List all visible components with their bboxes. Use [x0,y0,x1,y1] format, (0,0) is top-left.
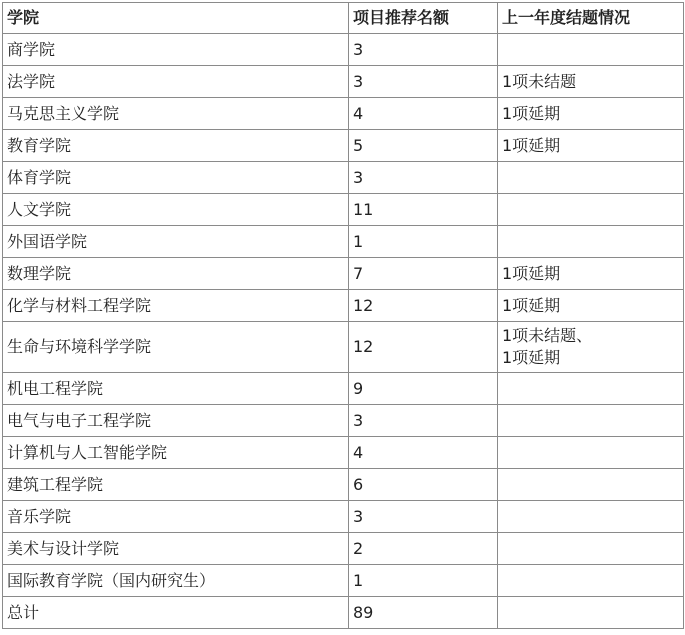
cell-quota: 4 [349,437,498,469]
cell-status [498,34,684,66]
cell-status [498,597,684,629]
cell-quota: 4 [349,98,498,130]
cell-status [498,290,684,322]
table-header-row [3,3,684,34]
table-row [3,226,684,258]
cell-status [498,533,684,565]
cell-quota: 11 [349,194,498,226]
table-row [3,373,684,405]
table-row [3,34,684,66]
cell-college: 数理学院 [3,258,349,290]
cell-status [498,226,684,258]
table-row [3,258,684,290]
cell-quota: 5 [349,130,498,162]
cell-college: 建筑工程学院 [3,469,349,501]
cell-quota: 3 [349,34,498,66]
cell-status [498,98,684,130]
cell-college: 总计 [3,597,349,629]
cell-status [498,501,684,533]
cell-college: 美术与设计学院 [3,533,349,565]
cell-college: 商学院 [3,34,349,66]
cell-college: 机电工程学院 [3,373,349,405]
cell-college: 电气与电子工程学院 [3,405,349,437]
cell-college: 马克思主义学院 [3,98,349,130]
cell-quota: 9 [349,373,498,405]
cell-status [498,469,684,501]
quota-table [2,2,684,629]
cell-quota: 89 [349,597,498,629]
table-row [3,130,684,162]
status-line: 1项延期 [502,103,561,123]
cell-quota: 7 [349,258,498,290]
status-line: 1项延期 [502,348,561,367]
cell-college: 法学院 [3,66,349,98]
header-college: 学院 [3,3,349,34]
table-row [3,194,684,226]
status-line: 1项未结题、 [502,326,593,345]
cell-status [498,258,684,290]
cell-quota: 2 [349,533,498,565]
cell-status [498,66,684,98]
cell-college: 体育学院 [3,162,349,194]
status-line: 1项未结题 [502,71,577,91]
header-status: 上一年度结题情况 [498,3,684,34]
cell-quota: 6 [349,469,498,501]
cell-college: 教育学院 [3,130,349,162]
table-row [3,162,684,194]
cell-quota: 3 [349,162,498,194]
cell-college: 外国语学院 [3,226,349,258]
cell-status [498,565,684,597]
cell-college: 化学与材料工程学院 [3,290,349,322]
cell-quota: 1 [349,226,498,258]
cell-college: 国际教育学院（国内研究生） [3,565,349,597]
table-row [3,469,684,501]
cell-quota: 12 [349,290,498,322]
cell-quota: 12 [349,322,498,373]
cell-status [498,373,684,405]
table-row [3,98,684,130]
status-line: 1项延期 [502,263,561,283]
cell-college: 音乐学院 [3,501,349,533]
cell-status [498,194,684,226]
table-row [3,290,684,322]
table-row [3,322,684,373]
table-row [3,501,684,533]
cell-quota: 3 [349,501,498,533]
table-row [3,66,684,98]
cell-status [498,162,684,194]
table-row [3,437,684,469]
cell-quota: 3 [349,405,498,437]
table-row [3,533,684,565]
table-row [3,405,684,437]
cell-quota: 3 [349,66,498,98]
cell-college: 生命与环境科学学院 [3,322,349,373]
cell-quota: 1 [349,565,498,597]
cell-status [498,322,684,373]
header-quota: 项目推荐名额 [349,3,498,34]
cell-status [498,405,684,437]
cell-status [498,437,684,469]
table-row [3,597,684,629]
table-body [3,34,684,629]
table-row [3,565,684,597]
cell-college: 人文学院 [3,194,349,226]
status-line: 1项延期 [502,135,561,155]
cell-status [498,130,684,162]
status-line: 1项延期 [502,295,561,315]
cell-college: 计算机与人工智能学院 [3,437,349,469]
